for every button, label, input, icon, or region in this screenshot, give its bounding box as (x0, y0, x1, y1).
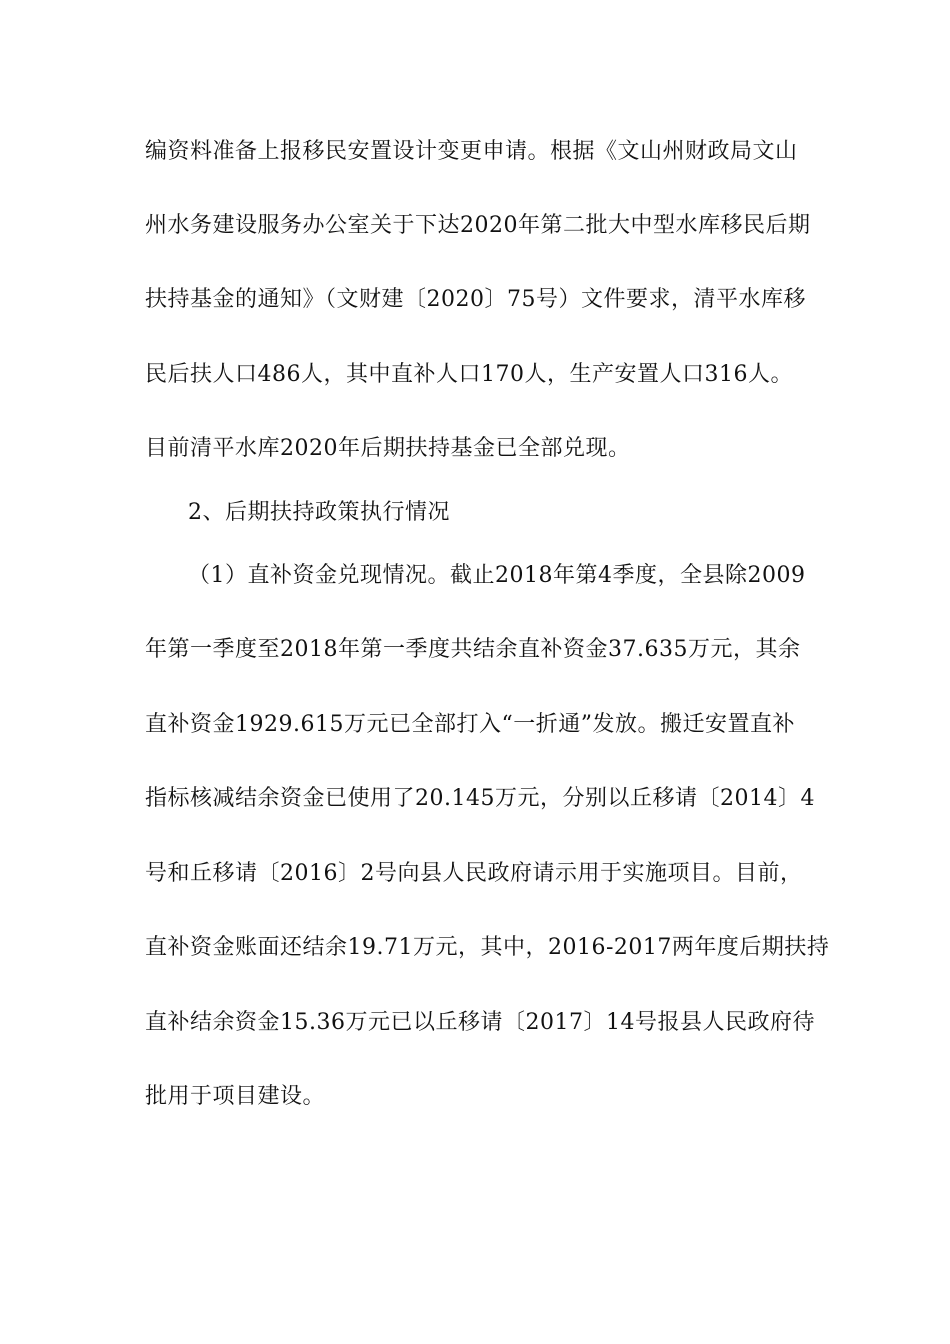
paragraph-line: 年第一季度至2018年第一季度共结余直补资金37.635万元，其余 (145, 637, 801, 662)
paragraph-line: 直补结余资金15.36万元已以丘移请〔2017〕14号报县人民政府待 (145, 1010, 815, 1035)
paragraph-line: 州水务建设服务办公室关于下达2020年第二批大中型水库移民后期 (145, 213, 811, 238)
paragraph-line: 指标核减结余资金已使用了20.145万元，分别以丘移请〔2014〕4 (145, 786, 815, 811)
paragraph-line: （1）直补资金兑现情况。截止2018年第4季度，全县除2009 (188, 563, 806, 588)
paragraph-line: 直补资金1929.615万元已全部打入“一折通”发放。搬迁安置直补 (145, 712, 795, 737)
paragraph-line: 编资料准备上报移民安置设计变更申请。根据《文山州财政局文山 (145, 139, 798, 164)
paragraph-line: 扶持基金的通知》（文财建〔2020〕75号）文件要求，清平水库移 (145, 287, 806, 312)
paragraph-line: 民后扶人口486人，其中直补人口170人，生产安置人口316人。 (145, 362, 793, 387)
section-heading: 2、后期扶持政策执行情况 (188, 500, 450, 525)
paragraph-line: 号和丘移请〔2016〕2号向县人民政府请示用于实施项目。目前， (145, 861, 803, 886)
paragraph-line: 批用于项目建设。 (145, 1084, 326, 1109)
paragraph-line: 目前清平水库2020年后期扶持基金已全部兑现。 (145, 436, 631, 461)
paragraph-line: 直补资金账面还结余19.71万元，其中，2016-2017两年度后期扶持 (145, 935, 830, 960)
